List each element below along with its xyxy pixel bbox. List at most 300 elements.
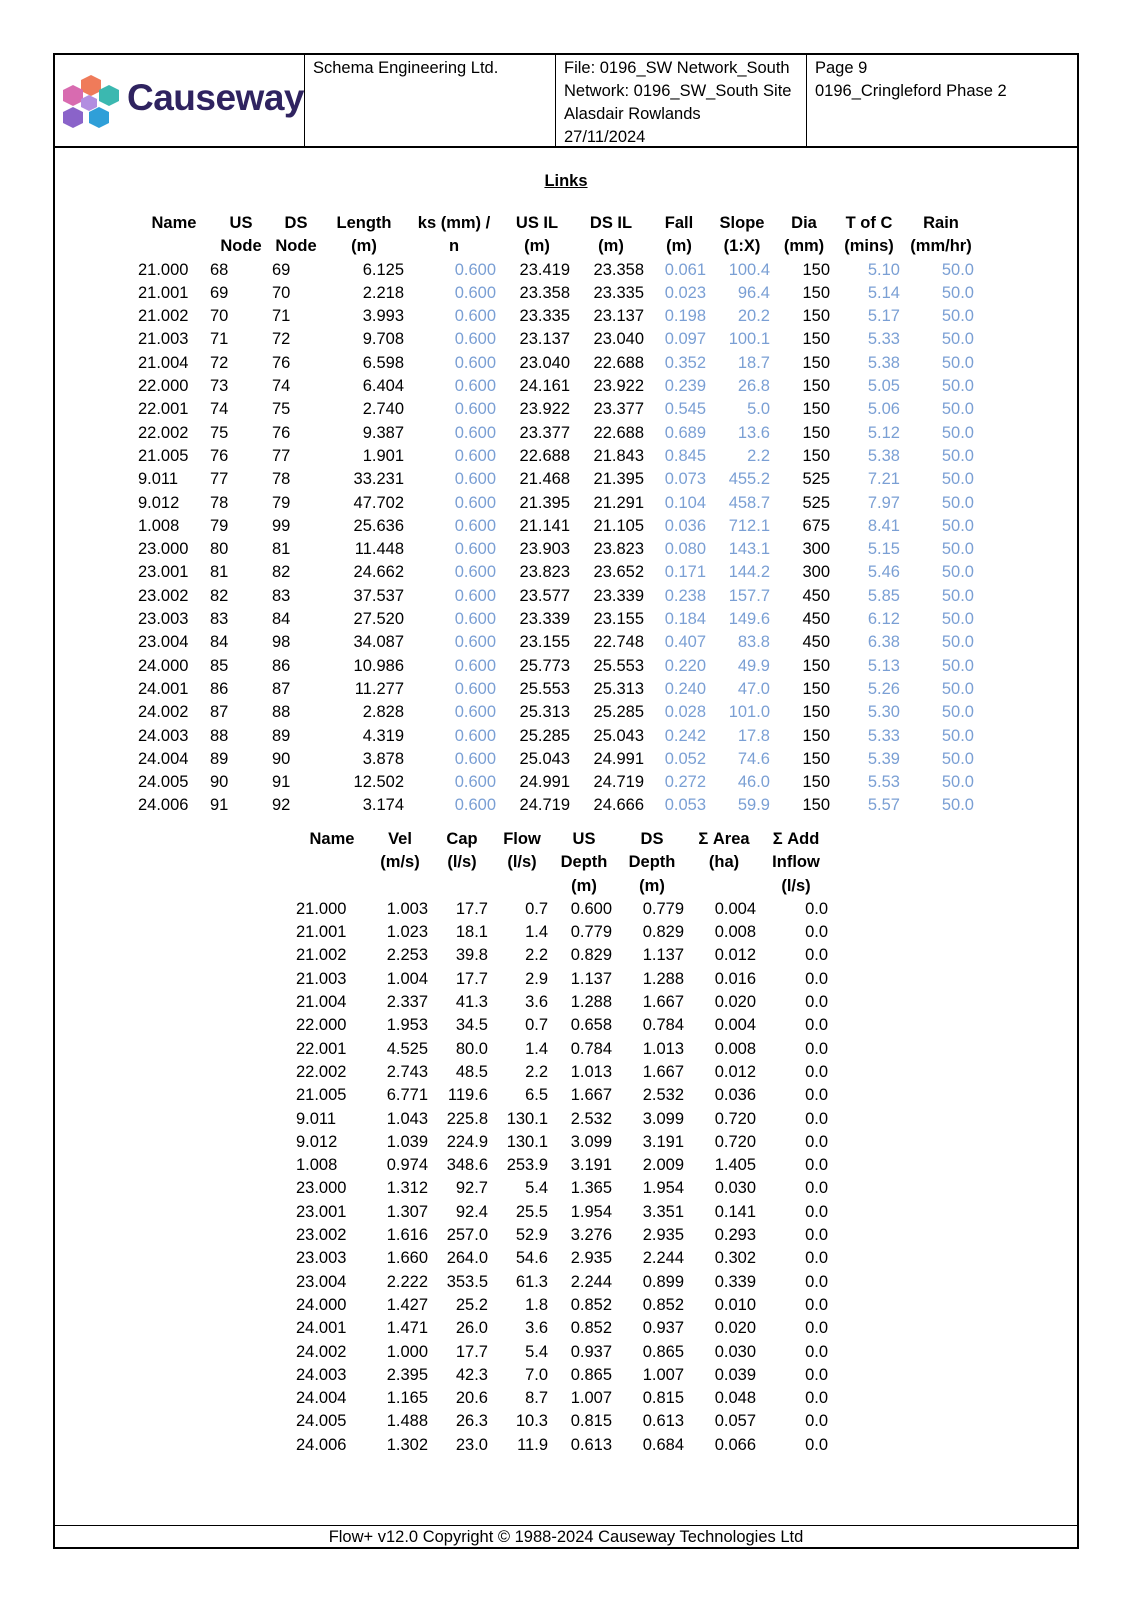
- flow-row: [296, 1038, 832, 1061]
- links-cell: 0.600: [454, 423, 496, 442]
- links-cell: 7.21: [867, 470, 900, 489]
- links-cell: 5.39: [867, 749, 900, 768]
- links-cell: 0.036: [664, 516, 706, 535]
- flow-cell: 0.0: [805, 1109, 828, 1128]
- links-cell: 0.845: [664, 446, 706, 465]
- links-cell: 5.33: [867, 330, 900, 349]
- flow-cell: 1.667: [570, 1086, 612, 1105]
- links-cell: 88: [210, 726, 229, 745]
- links-cell: 5.05: [867, 377, 900, 396]
- flow-header-cell: Depth: [628, 853, 676, 872]
- links-cell: 0.023: [664, 283, 706, 302]
- links-cell: 87: [210, 703, 229, 722]
- links-cell: 0.600: [454, 656, 496, 675]
- flow-row: [296, 1224, 832, 1247]
- links-cell: 24.004: [138, 749, 189, 768]
- flow-row: [296, 1084, 832, 1107]
- links-cell: 50.0: [941, 633, 974, 652]
- links-cell: 5.57: [867, 796, 900, 815]
- flow-cell: 1.007: [570, 1389, 612, 1408]
- links-cell: 5.85: [867, 586, 900, 605]
- links-row: [138, 678, 978, 701]
- links-cell: 21.141: [519, 516, 570, 535]
- links-cell: 149.6: [728, 610, 770, 629]
- links-cell: 23.377: [519, 423, 570, 442]
- flow-header-cell: (m): [639, 876, 665, 895]
- flow-cell: 0.7: [525, 899, 548, 918]
- flow-cell: 24.005: [296, 1412, 347, 1431]
- flow-row: [296, 1317, 832, 1340]
- links-cell: 23.358: [593, 260, 644, 279]
- links-cell: 50.0: [941, 540, 974, 559]
- links-cell: 150: [802, 330, 830, 349]
- flow-cell: 225.8: [446, 1109, 488, 1128]
- flow-cell: 2.222: [386, 1272, 428, 1291]
- flow-cell: 0.057: [714, 1412, 756, 1431]
- flow-cell: 1.616: [386, 1226, 428, 1245]
- flow-cell: 1.013: [570, 1062, 612, 1081]
- links-cell: 78: [210, 493, 229, 512]
- links-cell: 24.666: [593, 796, 644, 815]
- links-header-cell: Dia: [791, 214, 817, 232]
- flow-cell: 0.829: [642, 923, 684, 942]
- links-cell: 6.12: [867, 610, 900, 629]
- flow-cell: 0.937: [642, 1319, 684, 1338]
- links-cell: 69: [272, 260, 291, 279]
- flow-cell: 0.008: [714, 923, 756, 942]
- flow-cell: 0.0: [805, 1319, 828, 1338]
- flow-cell: 0.039: [714, 1365, 756, 1384]
- links-cell: 74: [210, 400, 229, 419]
- flow-cell: 1.954: [570, 1202, 612, 1221]
- links-cell: 0.600: [454, 586, 496, 605]
- links-cell: 0.198: [664, 307, 706, 326]
- flow-cell: 0.048: [714, 1389, 756, 1408]
- flow-header-cell: Σ Area: [698, 830, 750, 848]
- links-cell: 0.600: [454, 307, 496, 326]
- flow-cell: 24.002: [296, 1342, 347, 1361]
- links-cell: 23.000: [138, 540, 189, 559]
- flow-cell: 0.012: [714, 946, 756, 965]
- links-cell: 71: [210, 330, 229, 349]
- links-cell: 5.15: [867, 540, 900, 559]
- flow-cell: 2.337: [386, 993, 428, 1012]
- flow-table: [296, 828, 832, 1457]
- flow-header-cell: [432, 875, 492, 898]
- links-cell: 50.0: [941, 307, 974, 326]
- links-cell: 9.708: [362, 330, 404, 349]
- flow-cell: 0.302: [714, 1249, 756, 1268]
- links-cell: 87: [272, 679, 291, 698]
- links-cell: 0.238: [664, 586, 706, 605]
- logo-text: Causeway: [127, 77, 304, 118]
- links-header-row: [138, 235, 978, 258]
- links-cell: 21.468: [519, 470, 570, 489]
- flow-cell: 0.7: [525, 1016, 548, 1035]
- flow-cell: 21.003: [296, 969, 347, 988]
- links-cell: 0.600: [454, 773, 496, 792]
- flow-cell: 0.0: [805, 1226, 828, 1245]
- links-cell: 150: [802, 446, 830, 465]
- flow-cell: 1.023: [386, 923, 428, 942]
- flow-cell: 0.779: [642, 899, 684, 918]
- links-cell: 23.040: [593, 330, 644, 349]
- flow-header-cell: (l/s): [507, 853, 537, 872]
- links-cell: 77: [272, 446, 291, 465]
- links-cell: 0.600: [454, 703, 496, 722]
- flow-cell: 0.0: [805, 1272, 828, 1291]
- flow-header-cell: Flow: [503, 830, 541, 848]
- links-cell: 3.878: [362, 749, 404, 768]
- flow-cell: 0.0: [805, 923, 828, 942]
- network-name: Network: 0196_SW_South Site: [564, 82, 792, 100]
- flow-cell: 2.253: [386, 946, 428, 965]
- links-cell: 78: [272, 470, 291, 489]
- footer-copyright: Flow+ v12.0 Copyright © 1988-2024 Causeway Technologies Ltd: [328, 1528, 804, 1546]
- flow-cell: 0.0: [805, 1086, 828, 1105]
- links-cell: 17.8: [737, 726, 770, 745]
- links-cell: 21.291: [593, 493, 644, 512]
- links-cell: 77: [210, 470, 229, 489]
- flow-cell: 253.9: [506, 1156, 548, 1175]
- links-cell: 21.005: [138, 446, 189, 465]
- flow-header-cell: Vel: [388, 830, 412, 848]
- links-cell: 0.600: [454, 260, 496, 279]
- flow-row: [296, 1201, 832, 1224]
- links-cell: 8.41: [867, 516, 900, 535]
- links-cell: 0.600: [454, 446, 496, 465]
- links-cell: 23.339: [593, 586, 644, 605]
- links-cell: 86: [210, 679, 229, 698]
- flow-cell: 0.658: [570, 1016, 612, 1035]
- links-cell: 0.097: [664, 330, 706, 349]
- links-cell: 21.395: [593, 470, 644, 489]
- links-cell: 24.719: [593, 773, 644, 792]
- links-cell: 150: [802, 679, 830, 698]
- flow-cell: 42.3: [455, 1365, 488, 1384]
- links-cell: 47.702: [353, 493, 404, 512]
- links-row: [138, 398, 978, 421]
- links-cell: 23.335: [593, 283, 644, 302]
- links-cell: 5.14: [867, 283, 900, 302]
- links-cell: 150: [802, 773, 830, 792]
- flow-cell: 2.244: [570, 1272, 612, 1291]
- flow-cell: 26.0: [455, 1319, 488, 1338]
- flow-cell: 2.009: [642, 1156, 684, 1175]
- flow-header-cell: (l/s): [447, 853, 477, 872]
- links-header-cell: Slope: [719, 214, 765, 232]
- flow-cell: 3.6: [525, 1319, 548, 1338]
- flow-cell: 0.0: [805, 1389, 828, 1408]
- flow-cell: 0.293: [714, 1226, 756, 1245]
- flow-cell: 0.684: [642, 1435, 684, 1454]
- links-cell: 0.242: [664, 726, 706, 745]
- links-cell: 50.0: [941, 400, 974, 419]
- flow-cell: 0.937: [570, 1342, 612, 1361]
- links-cell: 9.011: [138, 470, 179, 489]
- links-row: [138, 468, 978, 491]
- links-cell: 50.0: [941, 493, 974, 512]
- links-header-cell: (mm/hr): [910, 237, 972, 256]
- links-cell: 150: [802, 703, 830, 722]
- links-cell: 0.184: [664, 610, 706, 629]
- links-cell: 0.104: [664, 493, 706, 512]
- links-cell: 2.218: [362, 283, 404, 302]
- links-cell: 13.6: [737, 423, 770, 442]
- links-cell: 21.001: [138, 283, 189, 302]
- links-header-cell: US IL: [515, 214, 559, 232]
- flow-cell: 54.6: [515, 1249, 548, 1268]
- links-cell: 25.636: [353, 516, 404, 535]
- links-header-cell: Node: [275, 237, 317, 256]
- flow-cell: 2.743: [386, 1062, 428, 1081]
- links-cell: 22.688: [593, 423, 644, 442]
- links-cell: 85: [210, 656, 229, 675]
- links-cell: 50.0: [941, 749, 974, 768]
- links-cell: 458.7: [728, 493, 770, 512]
- links-header-cell: DS: [284, 214, 308, 232]
- links-cell: 50.0: [941, 773, 974, 792]
- flow-cell: 130.1: [506, 1109, 548, 1128]
- links-cell: 83: [210, 610, 229, 629]
- flow-cell: 0.0: [805, 1202, 828, 1221]
- flow-row: [296, 898, 832, 921]
- links-cell: 27.520: [353, 610, 404, 629]
- flow-cell: 2.244: [642, 1249, 684, 1268]
- links-cell: 50.0: [941, 423, 974, 442]
- flow-cell: 1.137: [642, 946, 684, 965]
- flow-row: [296, 1154, 832, 1177]
- flow-cell: 3.099: [570, 1132, 612, 1151]
- flow-cell: 0.0: [805, 1179, 828, 1198]
- links-cell: 24.719: [519, 796, 570, 815]
- flow-cell: 1.043: [386, 1109, 428, 1128]
- links-cell: 72: [272, 330, 291, 349]
- flow-cell: 0.779: [570, 923, 612, 942]
- links-cell: 50.0: [941, 516, 974, 535]
- flow-cell: 22.000: [296, 1016, 347, 1035]
- links-header-cell: T of C: [845, 214, 893, 232]
- links-cell: 6.404: [362, 377, 404, 396]
- links-cell: 21.004: [138, 353, 189, 372]
- flow-cell: 0.030: [714, 1342, 756, 1361]
- flow-cell: 1.000: [386, 1342, 428, 1361]
- links-cell: 33.231: [353, 470, 404, 489]
- links-cell: 83: [272, 586, 291, 605]
- links-cell: 23.922: [519, 400, 570, 419]
- links-cell: 68: [210, 260, 229, 279]
- links-header-cell: (m): [666, 237, 692, 256]
- links-cell: 23.419: [519, 260, 570, 279]
- links-row: [138, 771, 978, 794]
- flow-cell: 2.532: [642, 1086, 684, 1105]
- flow-cell: 0.852: [570, 1319, 612, 1338]
- links-cell: 675: [802, 516, 830, 535]
- flow-cell: 0.016: [714, 969, 756, 988]
- flow-cell: 11.9: [517, 1435, 548, 1454]
- links-cell: 50.0: [941, 283, 974, 302]
- links-row: [138, 259, 978, 282]
- flow-cell: 23.0: [455, 1435, 488, 1454]
- flow-cell: 10.3: [515, 1412, 548, 1431]
- flow-cell: 0.339: [714, 1272, 756, 1291]
- links-cell: 2.740: [362, 400, 404, 419]
- links-cell: 0.171: [664, 563, 706, 582]
- flow-cell: 22.001: [296, 1039, 347, 1058]
- links-cell: 21.395: [519, 493, 570, 512]
- flow-cell: 17.7: [455, 899, 488, 918]
- links-row: [138, 608, 978, 631]
- flow-row: [296, 1247, 832, 1270]
- flow-cell: 3.276: [570, 1226, 612, 1245]
- flow-cell: 0.600: [570, 899, 612, 918]
- links-cell: 83.8: [737, 633, 770, 652]
- links-cell: 3.993: [362, 307, 404, 326]
- links-cell: 24.001: [138, 679, 189, 698]
- links-cell: 84: [210, 633, 229, 652]
- flow-cell: 1.013: [642, 1039, 684, 1058]
- flow-row: [296, 1131, 832, 1154]
- links-cell: 50.0: [941, 610, 974, 629]
- links-cell: 23.652: [593, 563, 644, 582]
- links-cell: 99: [272, 516, 291, 535]
- links-row: [138, 655, 978, 678]
- links-cell: 24.006: [138, 796, 189, 815]
- flow-cell: 1.954: [642, 1179, 684, 1198]
- flow-cell: 0.815: [570, 1412, 612, 1431]
- links-cell: 0.600: [454, 470, 496, 489]
- flow-cell: 0.066: [714, 1435, 756, 1454]
- links-row: [138, 538, 978, 561]
- links-cell: 23.040: [519, 353, 570, 372]
- links-header-cell: Length: [336, 214, 392, 232]
- links-cell: 76: [210, 446, 229, 465]
- links-header-cell: US: [229, 214, 253, 232]
- flow-cell: 0.0: [805, 1062, 828, 1081]
- links-cell: 82: [210, 586, 229, 605]
- links-cell: 150: [802, 656, 830, 675]
- links-cell: 76: [272, 353, 291, 372]
- flow-cell: 61.3: [515, 1272, 548, 1291]
- links-cell: 23.377: [593, 400, 644, 419]
- flow-header-cell: (l/s): [781, 876, 811, 895]
- links-cell: 1.008: [138, 516, 180, 535]
- links-cell: 98: [272, 633, 291, 652]
- flow-cell: 1.427: [386, 1295, 428, 1314]
- flow-cell: 80.0: [455, 1039, 488, 1058]
- links-cell: 70: [210, 307, 229, 326]
- flow-cell: 24.001: [296, 1319, 347, 1338]
- links-cell: 5.46: [867, 563, 900, 582]
- links-cell: 91: [272, 773, 291, 792]
- flow-cell: 17.7: [455, 1342, 488, 1361]
- links-row: [138, 492, 978, 515]
- flow-row: [296, 1434, 832, 1457]
- flow-cell: 1.288: [642, 969, 684, 988]
- flow-cell: 21.002: [296, 946, 347, 965]
- links-cell: 81: [210, 563, 229, 582]
- flow-cell: 353.5: [446, 1272, 488, 1291]
- flow-cell: 0.0: [805, 1132, 828, 1151]
- flow-row: [296, 1061, 832, 1084]
- links-cell: 5.17: [867, 307, 900, 326]
- flow-cell: 1.307: [386, 1202, 428, 1221]
- flow-cell: 0.020: [714, 993, 756, 1012]
- flow-cell: 0.720: [714, 1132, 756, 1151]
- flow-cell: 0.010: [714, 1295, 756, 1314]
- links-cell: 10.986: [353, 656, 404, 675]
- links-cell: 23.002: [138, 586, 189, 605]
- flow-cell: 48.5: [455, 1062, 488, 1081]
- flow-cell: 8.7: [525, 1389, 548, 1408]
- links-row: [138, 515, 978, 538]
- links-cell: 23.004: [138, 633, 189, 652]
- date: 27/11/2024: [564, 128, 646, 146]
- links-cell: 7.97: [867, 493, 900, 512]
- flow-cell: 21.000: [296, 899, 347, 918]
- flow-cell: 5.4: [525, 1179, 548, 1198]
- links-cell: 5.38: [867, 446, 900, 465]
- links-cell: 5.30: [867, 703, 900, 722]
- links-cell: 0.600: [454, 796, 496, 815]
- links-cell: 0.352: [664, 353, 706, 372]
- links-header-cell: (m): [524, 237, 550, 256]
- flow-cell: 1.8: [525, 1295, 548, 1314]
- flow-cell: 0.0: [805, 1156, 828, 1175]
- links-cell: 50.0: [941, 330, 974, 349]
- flow-cell: 24.004: [296, 1389, 347, 1408]
- file-name: File: 0196_SW Network_South: [564, 59, 790, 77]
- flow-cell: 23.003: [296, 1249, 347, 1268]
- links-row: [138, 585, 978, 608]
- links-header-cell: (mm): [783, 237, 825, 256]
- links-cell: 23.922: [593, 377, 644, 396]
- links-header-cell: ks (mm) /: [417, 214, 491, 232]
- links-row: [138, 305, 978, 328]
- links-cell: 0.600: [454, 400, 496, 419]
- links-cell: 0.689: [664, 423, 706, 442]
- flow-header-row: [296, 851, 832, 874]
- links-row: [138, 422, 978, 445]
- flow-cell: 0.852: [642, 1295, 684, 1314]
- links-cell: 24.991: [593, 749, 644, 768]
- flow-cell: 0.0: [805, 1412, 828, 1431]
- flow-cell: 2.2: [525, 946, 548, 965]
- flow-cell: 0.829: [570, 946, 612, 965]
- flow-cell: 23.000: [296, 1179, 347, 1198]
- flow-header-cell: [368, 875, 432, 898]
- links-cell: 450: [802, 610, 830, 629]
- links-cell: 525: [802, 493, 830, 512]
- links-cell: 72: [210, 353, 229, 372]
- links-cell: 6.598: [362, 353, 404, 372]
- flow-cell: 1.302: [386, 1435, 428, 1454]
- flow-cell: 0.0: [805, 969, 828, 988]
- flow-cell: 21.004: [296, 993, 347, 1012]
- links-cell: 0.600: [454, 540, 496, 559]
- flow-cell: 0.899: [642, 1272, 684, 1291]
- flow-cell: 2.2: [525, 1062, 548, 1081]
- links-cell: 21.003: [138, 330, 189, 349]
- company-name: Schema Engineering Ltd.: [313, 59, 499, 77]
- links-cell: 0.600: [454, 283, 496, 302]
- flow-header-cell: US: [572, 830, 596, 848]
- links-cell: 70: [272, 283, 291, 302]
- flow-cell: 2.532: [570, 1109, 612, 1128]
- links-header-cell: (m): [598, 237, 624, 256]
- links-cell: 3.174: [362, 796, 404, 815]
- links-header-cell: Node: [220, 237, 262, 256]
